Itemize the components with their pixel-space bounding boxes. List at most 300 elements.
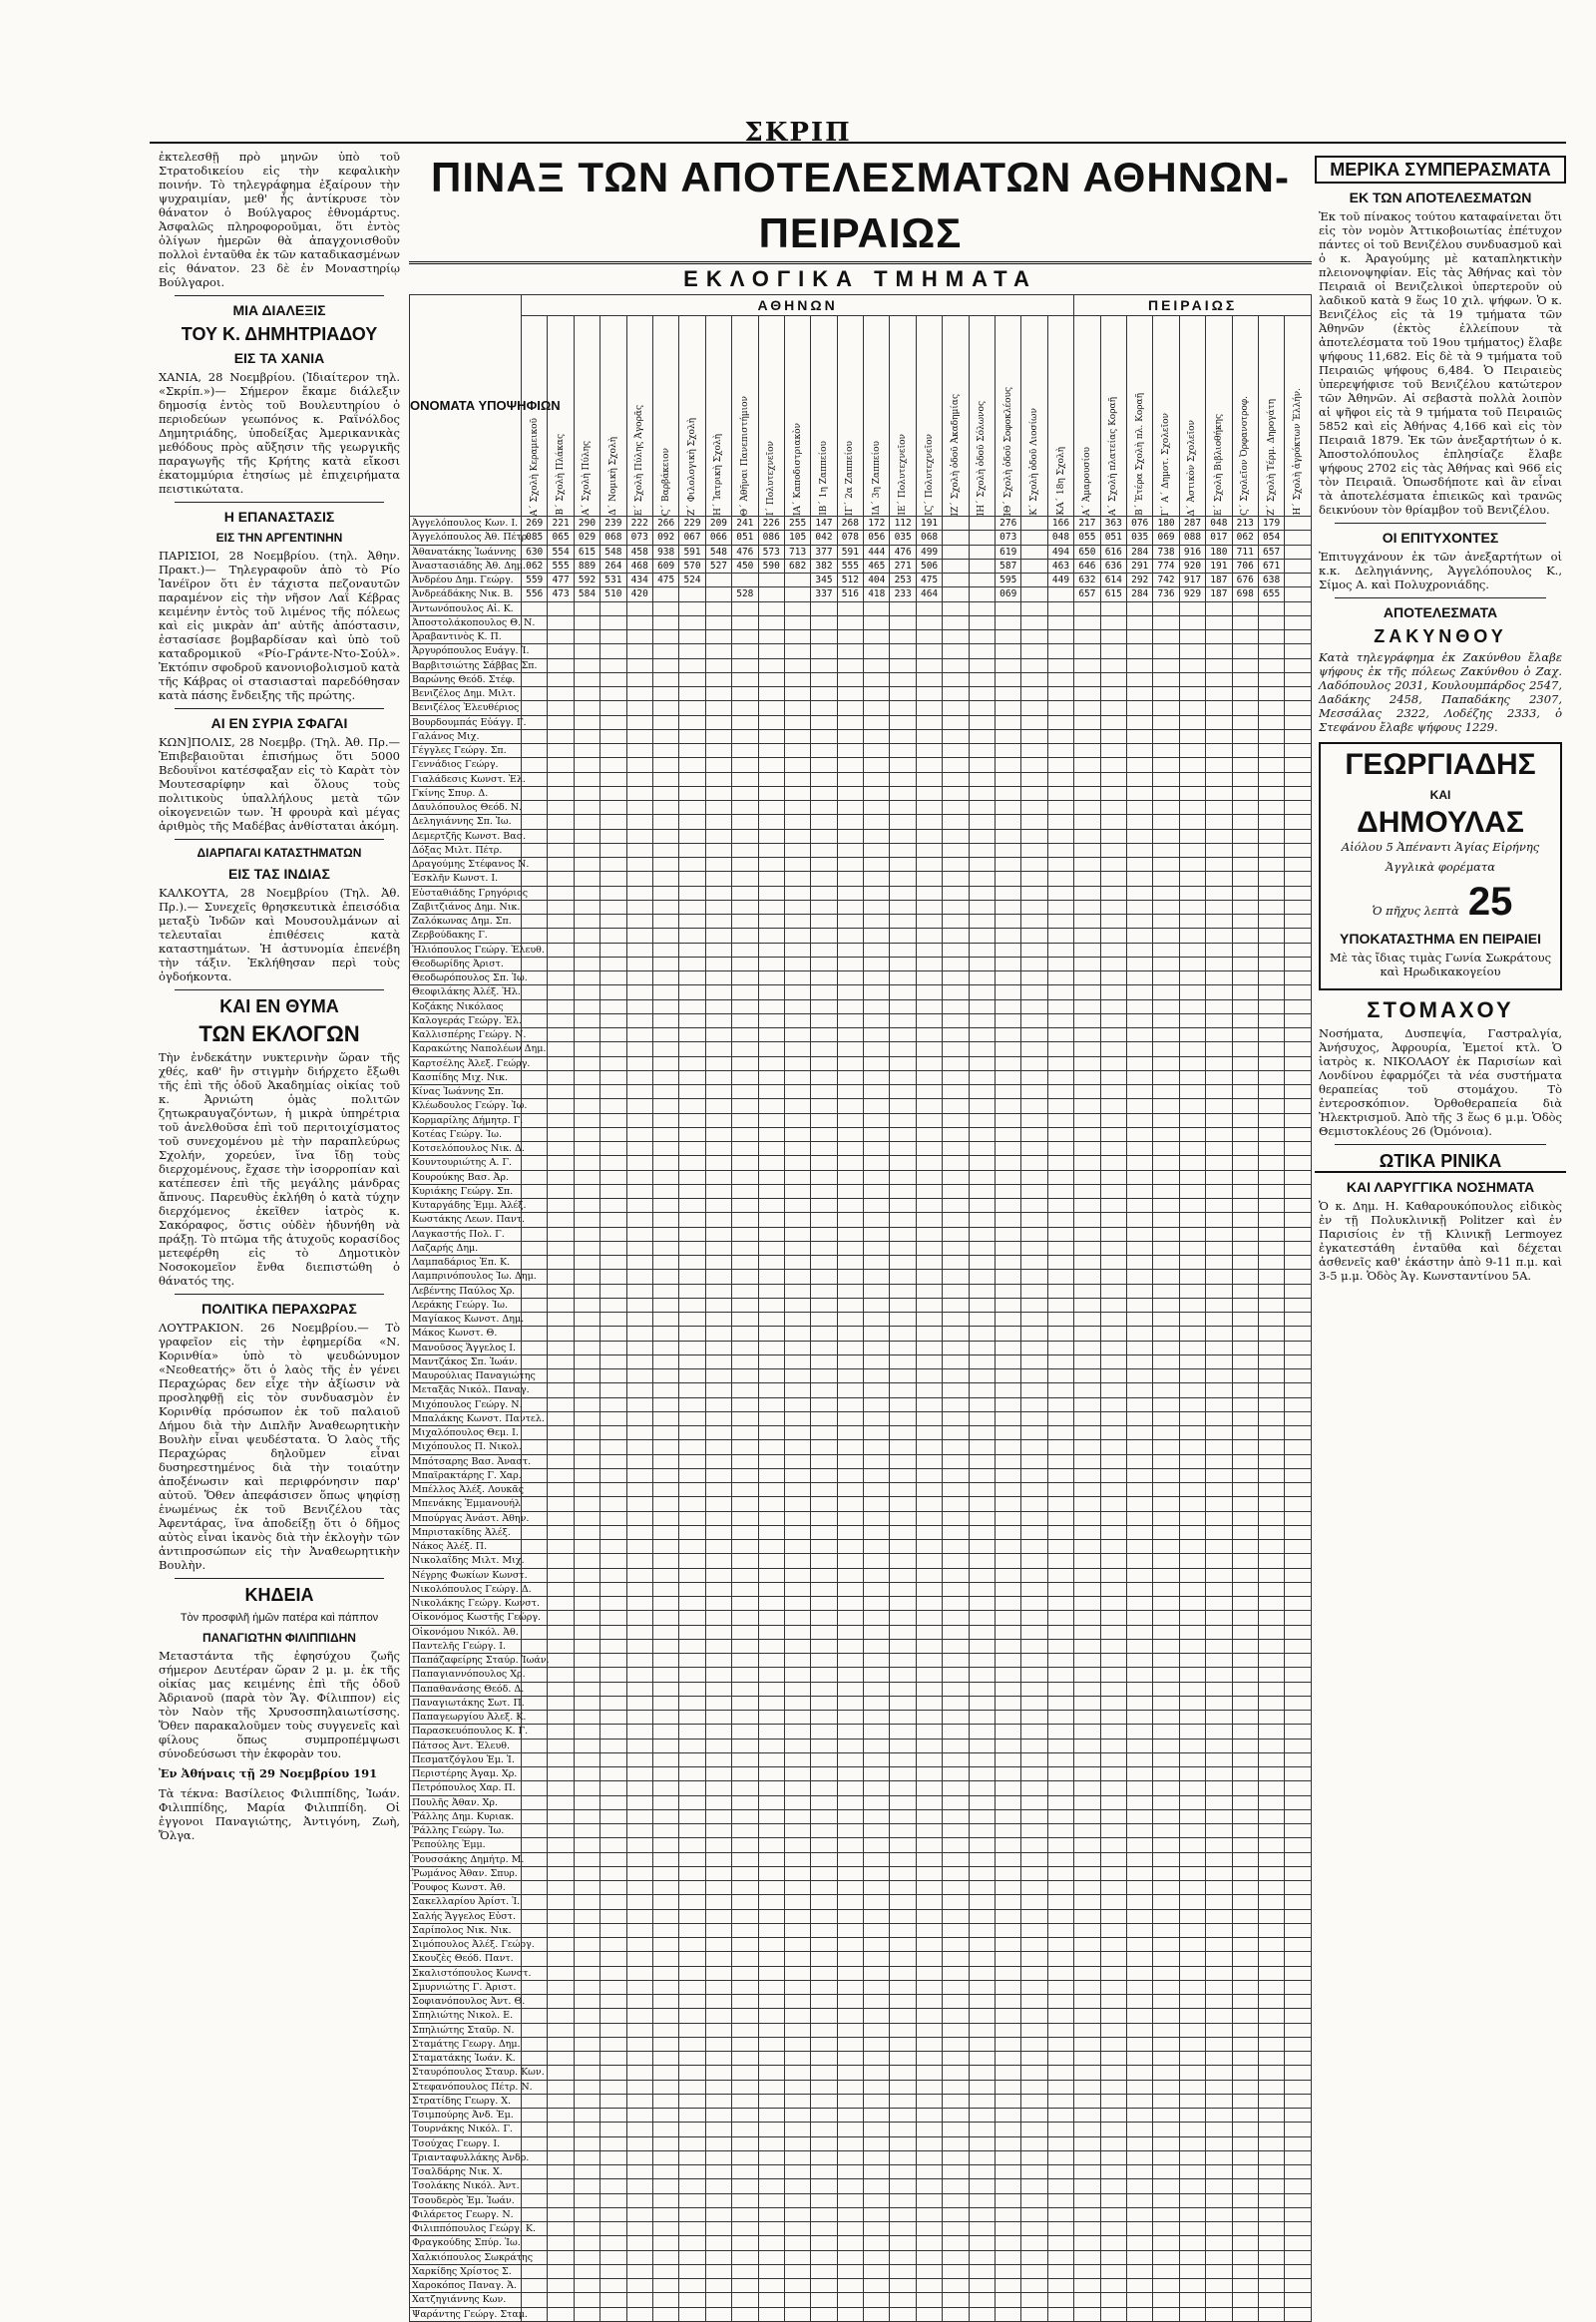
vote-cell [784, 1085, 810, 1099]
vote-cell [1206, 1142, 1232, 1156]
vote-cell [1126, 929, 1152, 943]
vote-cell [916, 2207, 942, 2221]
vote-cell [1047, 1725, 1073, 1739]
vote-cell [548, 1298, 574, 1312]
vote-cell [1285, 1042, 1312, 1056]
vote-cell [1100, 1213, 1126, 1227]
candidate-name: Μανοῦσος Ἄγγελος Ι. [410, 1341, 522, 1354]
vote-cell [1126, 1142, 1152, 1156]
vote-cell [679, 644, 705, 658]
vote-cell [1285, 2150, 1312, 2164]
vote-cell [1258, 2136, 1284, 2150]
vote-cell [1232, 1568, 1258, 1582]
vote-cell [574, 615, 599, 629]
vote-cell [1232, 1042, 1258, 1056]
vote-cell [996, 1454, 1021, 1468]
vote-cell [522, 1397, 548, 1411]
candidate-name: Μαντζάκος Σπ. Ἰωάν. [410, 1354, 522, 1368]
vote-cell [811, 1411, 837, 1425]
vote-cell [890, 1184, 916, 1198]
vote-cell [811, 815, 837, 829]
vote-cell [969, 1696, 995, 1710]
vote-cell [1021, 786, 1047, 800]
vote-cell [1258, 2236, 1284, 2250]
vote-cell [943, 1426, 969, 1440]
candidate-name: Λαμπρινόπουλος Ἰω. Δημ. [410, 1270, 522, 1284]
vote-cell [1047, 943, 1073, 957]
ent-heading: ΩΤΙΚΑ ΡΙΝΙΚΑ [1315, 1151, 1566, 1173]
vote-cell [626, 2109, 652, 2123]
vote-cell [1285, 1540, 1312, 1554]
vote-cell [1074, 1142, 1100, 1156]
vote-cell [522, 1923, 548, 1937]
vote-cell [943, 1284, 969, 1298]
vote-cell [811, 1881, 837, 1895]
vote-cell: 938 [652, 545, 678, 559]
vote-cell [916, 1369, 942, 1383]
table-row [410, 1099, 1312, 1113]
vote-cell [758, 1256, 784, 1270]
vote-cell [916, 715, 942, 729]
vote-cell [626, 715, 652, 729]
vote-cell [1258, 1711, 1284, 1725]
vote-cell [626, 701, 652, 715]
vote-cell [1179, 1070, 1205, 1084]
vote-cell [548, 687, 574, 701]
vote-cell [1100, 1809, 1126, 1823]
vote-cell [679, 1298, 705, 1312]
vote-cell [1074, 886, 1100, 900]
vote-cell [837, 630, 863, 644]
vote-cell [1021, 1241, 1047, 1255]
vote-cell [1232, 2136, 1258, 2150]
vote-cell [1021, 1497, 1047, 1511]
vote-cell [837, 1909, 863, 1923]
vote-cell [1285, 1354, 1312, 1368]
candidate-name: Οἰκονόμου Νικόλ. Ἀθ. [410, 1625, 522, 1639]
vote-cell [864, 729, 890, 743]
vote-cell [1285, 1383, 1312, 1397]
vote-cell [1153, 1440, 1179, 1454]
vote-cell [916, 1284, 942, 1298]
vote-cell [1126, 1696, 1152, 1710]
vote-cell [1126, 1213, 1152, 1227]
vote-cell [626, 1440, 652, 1454]
vote-cell [732, 2094, 758, 2108]
vote-cell [1074, 1341, 1100, 1354]
funeral-text: Μεταστάντα τῆς ἐφησύχου ζωῆς σήμερον Δευτέραν ὥραν 2 μ. μ. ἐκ τῆς οἰκίας μας κειμένης ἐπὶ τῆς ὁδοῦ Ἀδριανοῦ (παρὰ τὸν Ἅγ. Φίλιππον) εἰς τὸν Ναὸν τῆς Χρυσοσπηλαιωτίσσης. Ὅθεν παρακαλοῦμεν τοὺς συγγενεῖς καὶ φίλους ὅπως συμπροπέμψωσι σύνοδεύσωσι τὴν ἐκφορὰν του. [159, 1649, 400, 1760]
table-row [410, 786, 1312, 800]
vote-cell [943, 1327, 969, 1341]
table-row [410, 2222, 1312, 2236]
vote-cell [969, 1298, 995, 1312]
vote-cell [548, 2264, 574, 2278]
vote-cell [890, 1383, 916, 1397]
vote-cell [600, 1354, 626, 1368]
vote-cell [1232, 601, 1258, 615]
table-row [410, 858, 1312, 872]
vote-cell [1285, 1199, 1312, 1213]
vote-cell [1258, 2052, 1284, 2066]
vote-cell [705, 615, 731, 629]
vote-cell [969, 1184, 995, 1198]
vote-cell [732, 2307, 758, 2321]
vote-cell [732, 1170, 758, 1184]
vote-cell [1100, 1938, 1126, 1952]
vote-cell [1100, 701, 1126, 715]
vote-cell [916, 801, 942, 815]
vote-cell [652, 2037, 678, 2051]
vote-cell [890, 1313, 916, 1327]
vote-cell [758, 1313, 784, 1327]
candidate-name: Τσούχας Γεωργ. Ι. [410, 2136, 522, 2150]
table-row [410, 1298, 1312, 1312]
vote-cell [1285, 872, 1312, 886]
vote-cell [652, 815, 678, 829]
vote-cell [969, 615, 995, 629]
vote-cell [837, 985, 863, 999]
vote-cell [943, 2193, 969, 2207]
vote-cell [548, 843, 574, 857]
vote-cell [969, 1199, 995, 1213]
vote-cell [732, 1682, 758, 1696]
candidate-name: Ἀποστολάκοπουλος Θ. Ν. [410, 615, 522, 629]
vote-cell [969, 1525, 995, 1539]
vote-cell [969, 1625, 995, 1639]
vote-cell [679, 1013, 705, 1027]
vote-cell [626, 2264, 652, 2278]
vote-cell [1285, 1952, 1312, 1966]
vote-cell [1126, 1654, 1152, 1668]
vote-cell [1021, 1483, 1047, 1497]
candidate-name: Ἀθανατάκης Ἰωάννης [410, 545, 522, 559]
vote-cell [1206, 2080, 1232, 2094]
vote-cell [1285, 929, 1312, 943]
vote-cell [969, 2179, 995, 2193]
vote-cell [1232, 1767, 1258, 1781]
vote-cell [1021, 715, 1047, 729]
vote-cell [626, 1142, 652, 1156]
vote-cell [626, 1923, 652, 1937]
vote-cell [996, 1923, 1021, 1937]
vote-cell [1179, 1795, 1205, 1809]
vote-cell [890, 2165, 916, 2179]
vote-cell [837, 2193, 863, 2207]
vote-cell [1258, 1056, 1284, 1070]
vote-cell [811, 1284, 837, 1298]
vote-cell: 698 [1232, 587, 1258, 601]
vote-cell [600, 630, 626, 644]
vote-cell [1179, 815, 1205, 829]
vote-cell [652, 1354, 678, 1368]
candidate-name: Ἀντωνόπουλος Αἰ. Κ. [410, 601, 522, 615]
vote-cell [784, 1752, 810, 1766]
vote-cell [1285, 1966, 1312, 1980]
vote-cell [1126, 1184, 1152, 1198]
vote-cell: 920 [1179, 559, 1205, 573]
vote-cell [758, 2264, 784, 2278]
vote-cell [548, 1952, 574, 1966]
vote-cell [1285, 1511, 1312, 1525]
vote-cell [1047, 658, 1073, 672]
vote-cell [1258, 2250, 1284, 2264]
vote-cell [1153, 1639, 1179, 1653]
candidate-name: Ἀναστασιάδης Ἀθ. Δημ. [410, 559, 522, 573]
athens-section-header [574, 316, 599, 517]
vote-cell [1074, 858, 1100, 872]
vote-cell [1153, 1170, 1179, 1184]
vote-cell [732, 2009, 758, 2023]
vote-cell [784, 1824, 810, 1838]
vote-cell [916, 1838, 942, 1852]
vote-cell [1126, 1767, 1152, 1781]
vote-cell [1126, 1170, 1152, 1184]
vote-cell [890, 1824, 916, 1838]
vote-cell [626, 1284, 652, 1298]
vote-cell [574, 1995, 599, 2009]
vote-cell [548, 1199, 574, 1213]
vote-cell [705, 1767, 731, 1781]
vote-cell [1074, 2009, 1100, 2023]
vote-cell [1021, 1781, 1047, 1795]
vote-cell [1232, 1070, 1258, 1084]
vote-cell [1100, 1966, 1126, 1980]
vote-cell [1206, 2123, 1232, 2136]
vote-cell [1258, 1995, 1284, 2009]
vote-cell [1285, 1483, 1312, 1497]
candidate-name: Οἰκονόμος Κωστῆς Γεώργ. [410, 1611, 522, 1625]
vote-cell [1206, 672, 1232, 686]
vote-cell [679, 1980, 705, 1994]
vote-cell [969, 915, 995, 929]
vote-cell [1074, 1099, 1100, 1113]
vote-cell [1232, 943, 1258, 957]
vote-cell [548, 1056, 574, 1070]
vote-cell [1021, 1042, 1047, 1056]
vote-cell [679, 1668, 705, 1682]
vote-cell [600, 1938, 626, 1952]
table-row [410, 1127, 1312, 1141]
vote-cell [837, 1639, 863, 1653]
candidate-name: Σιμόπουλος Ἀλέξ. Γεώργ. [410, 1938, 522, 1952]
vote-cell [652, 1540, 678, 1554]
vote-cell [652, 1383, 678, 1397]
vote-cell [732, 1341, 758, 1354]
vote-cell [732, 1525, 758, 1539]
vote-cell [996, 1213, 1021, 1227]
vote-cell [943, 2009, 969, 2023]
right-column [1315, 150, 1566, 2105]
vote-cell [1285, 1654, 1312, 1668]
vote-cell [1100, 2009, 1126, 2023]
vote-cell: 506 [916, 559, 942, 573]
vote-cell [969, 1497, 995, 1511]
vote-cell [600, 872, 626, 886]
vote-cell [1179, 1270, 1205, 1284]
vote-cell [969, 1568, 995, 1582]
vote-cell [705, 815, 731, 829]
vote-cell [705, 1170, 731, 1184]
vote-cell [600, 1838, 626, 1852]
vote-cell [1074, 1696, 1100, 1710]
vote-cell [943, 559, 969, 573]
vote-cell [996, 1895, 1021, 1909]
vote-cell [1206, 2165, 1232, 2179]
vote-cell [890, 2009, 916, 2023]
vote-cell [600, 1056, 626, 1070]
vote-cell [679, 772, 705, 786]
vote-cell [758, 1725, 784, 1739]
table-row [410, 815, 1312, 829]
vote-cell [1021, 559, 1047, 573]
vote-cell [574, 644, 599, 658]
vote-cell [626, 1668, 652, 1682]
athens-section-header [996, 316, 1021, 517]
vote-cell [916, 2080, 942, 2094]
vote-cell [916, 2236, 942, 2250]
vote-cell [996, 644, 1021, 658]
vote-cell [916, 1767, 942, 1781]
vote-cell [864, 630, 890, 644]
vote-cell [784, 915, 810, 929]
vote-cell [996, 701, 1021, 715]
vote-cell [705, 1156, 731, 1170]
vote-cell [679, 1354, 705, 1368]
vote-cell [969, 1397, 995, 1411]
vote-cell [1179, 1426, 1205, 1440]
vote-cell [1126, 2150, 1152, 2164]
vote-cell [1153, 1313, 1179, 1327]
vote-cell [837, 2264, 863, 2278]
vote-cell [1047, 1397, 1073, 1411]
vote-cell [811, 1227, 837, 1241]
vote-cell [890, 2207, 916, 2221]
vote-cell [943, 971, 969, 985]
vote-cell [1285, 1028, 1312, 1042]
vote-cell [758, 999, 784, 1013]
vote-cell [811, 2094, 837, 2108]
vote-cell [1047, 1838, 1073, 1852]
vote-cell [1285, 672, 1312, 686]
vote-cell: 475 [916, 574, 942, 587]
vote-cell [1285, 1142, 1312, 1156]
vote-cell [1232, 929, 1258, 943]
vote-cell [890, 985, 916, 999]
vote-cell [600, 999, 626, 1013]
vote-cell: 499 [916, 545, 942, 559]
athens-section-label: Η΄ Ἰατρικὴ Σχολὴ [713, 434, 724, 516]
vote-cell [626, 1241, 652, 1255]
vote-cell [811, 829, 837, 843]
table-row [410, 1838, 1312, 1852]
vote-cell [600, 1483, 626, 1497]
vote-cell [784, 801, 810, 815]
vote-cell [679, 1838, 705, 1852]
vote-cell [679, 587, 705, 601]
vote-cell [837, 1284, 863, 1298]
vote-cell [600, 2279, 626, 2293]
vote-cell [916, 900, 942, 914]
vote-cell [996, 1739, 1021, 1752]
vote-cell [626, 1256, 652, 1270]
candidate-name: Ζερβούδακης Γ. [410, 929, 522, 943]
vote-cell [1153, 687, 1179, 701]
vote-cell [652, 1980, 678, 1994]
piraeus-section-label: Α΄ Ἀμαρουσίου [1081, 446, 1092, 516]
vote-cell [1047, 630, 1073, 644]
vote-cell [522, 672, 548, 686]
vote-cell [705, 1881, 731, 1895]
vote-cell [626, 687, 652, 701]
vote-cell [784, 630, 810, 644]
vote-cell [1100, 1554, 1126, 1568]
vote-cell [574, 1184, 599, 1198]
vote-cell [1285, 985, 1312, 999]
athens-section-label: ΙΓ΄ 2α Ζαππείου [845, 440, 856, 516]
table-row [410, 772, 1312, 786]
vote-cell [1285, 1767, 1312, 1781]
vote-cell [1179, 786, 1205, 800]
vote-cell [679, 801, 705, 815]
vote-cell [679, 1938, 705, 1952]
table-row [410, 957, 1312, 970]
vote-cell [916, 729, 942, 743]
perachora-heading: ΠΟΛΙΤΙΚΑ ΠΕΡΑΧΩΡΑΣ [201, 1301, 357, 1317]
vote-cell [652, 1199, 678, 1213]
vote-cell [626, 1369, 652, 1383]
vote-cell [1206, 829, 1232, 843]
vote-cell [1021, 1909, 1047, 1923]
vote-cell [1179, 1952, 1205, 1966]
vote-cell [1126, 630, 1152, 644]
vote-cell [1074, 758, 1100, 772]
vote-cell [1021, 1852, 1047, 1866]
vote-cell [1047, 1411, 1073, 1425]
vote-cell [600, 1383, 626, 1397]
vote-cell [864, 1767, 890, 1781]
vote-cell [1285, 2023, 1312, 2037]
candidate-name: Σαρίπολος Νικ. Νικ. [410, 1923, 522, 1937]
table-row [410, 559, 1312, 573]
vote-cell [1179, 1966, 1205, 1980]
vote-cell [1021, 957, 1047, 970]
vote-cell [943, 999, 969, 1013]
vote-cell [969, 587, 995, 601]
vote-cell [1258, 2066, 1284, 2080]
vote-cell [1285, 1739, 1312, 1752]
vote-cell [811, 601, 837, 615]
vote-cell [996, 843, 1021, 857]
vote-cell [600, 900, 626, 914]
vote-cell [969, 1795, 995, 1809]
vote-cell [548, 1170, 574, 1184]
candidate-name: Ἀνδρεάδάκης Νικ. Β. [410, 587, 522, 601]
vote-cell [1258, 1341, 1284, 1354]
table-row [410, 1013, 1312, 1027]
piraeus-section-label: Ϛ΄ Σχολεῖον Ὀρφανοτροφ. [1240, 396, 1251, 516]
vote-cell: 078 [837, 531, 863, 545]
vote-cell [996, 1995, 1021, 2009]
athens-section-header [600, 316, 626, 517]
vote-cell [758, 943, 784, 957]
funeral-date: Ἐν Ἀθήναις τῇ 29 Νοεμβρίου 191 [159, 1766, 378, 1780]
vote-cell [1285, 1213, 1312, 1227]
vote-cell [1285, 517, 1312, 531]
vote-cell [1232, 1752, 1258, 1766]
vote-cell [1258, 1525, 1284, 1539]
vote-cell [969, 1113, 995, 1127]
vote-cell [943, 2094, 969, 2108]
